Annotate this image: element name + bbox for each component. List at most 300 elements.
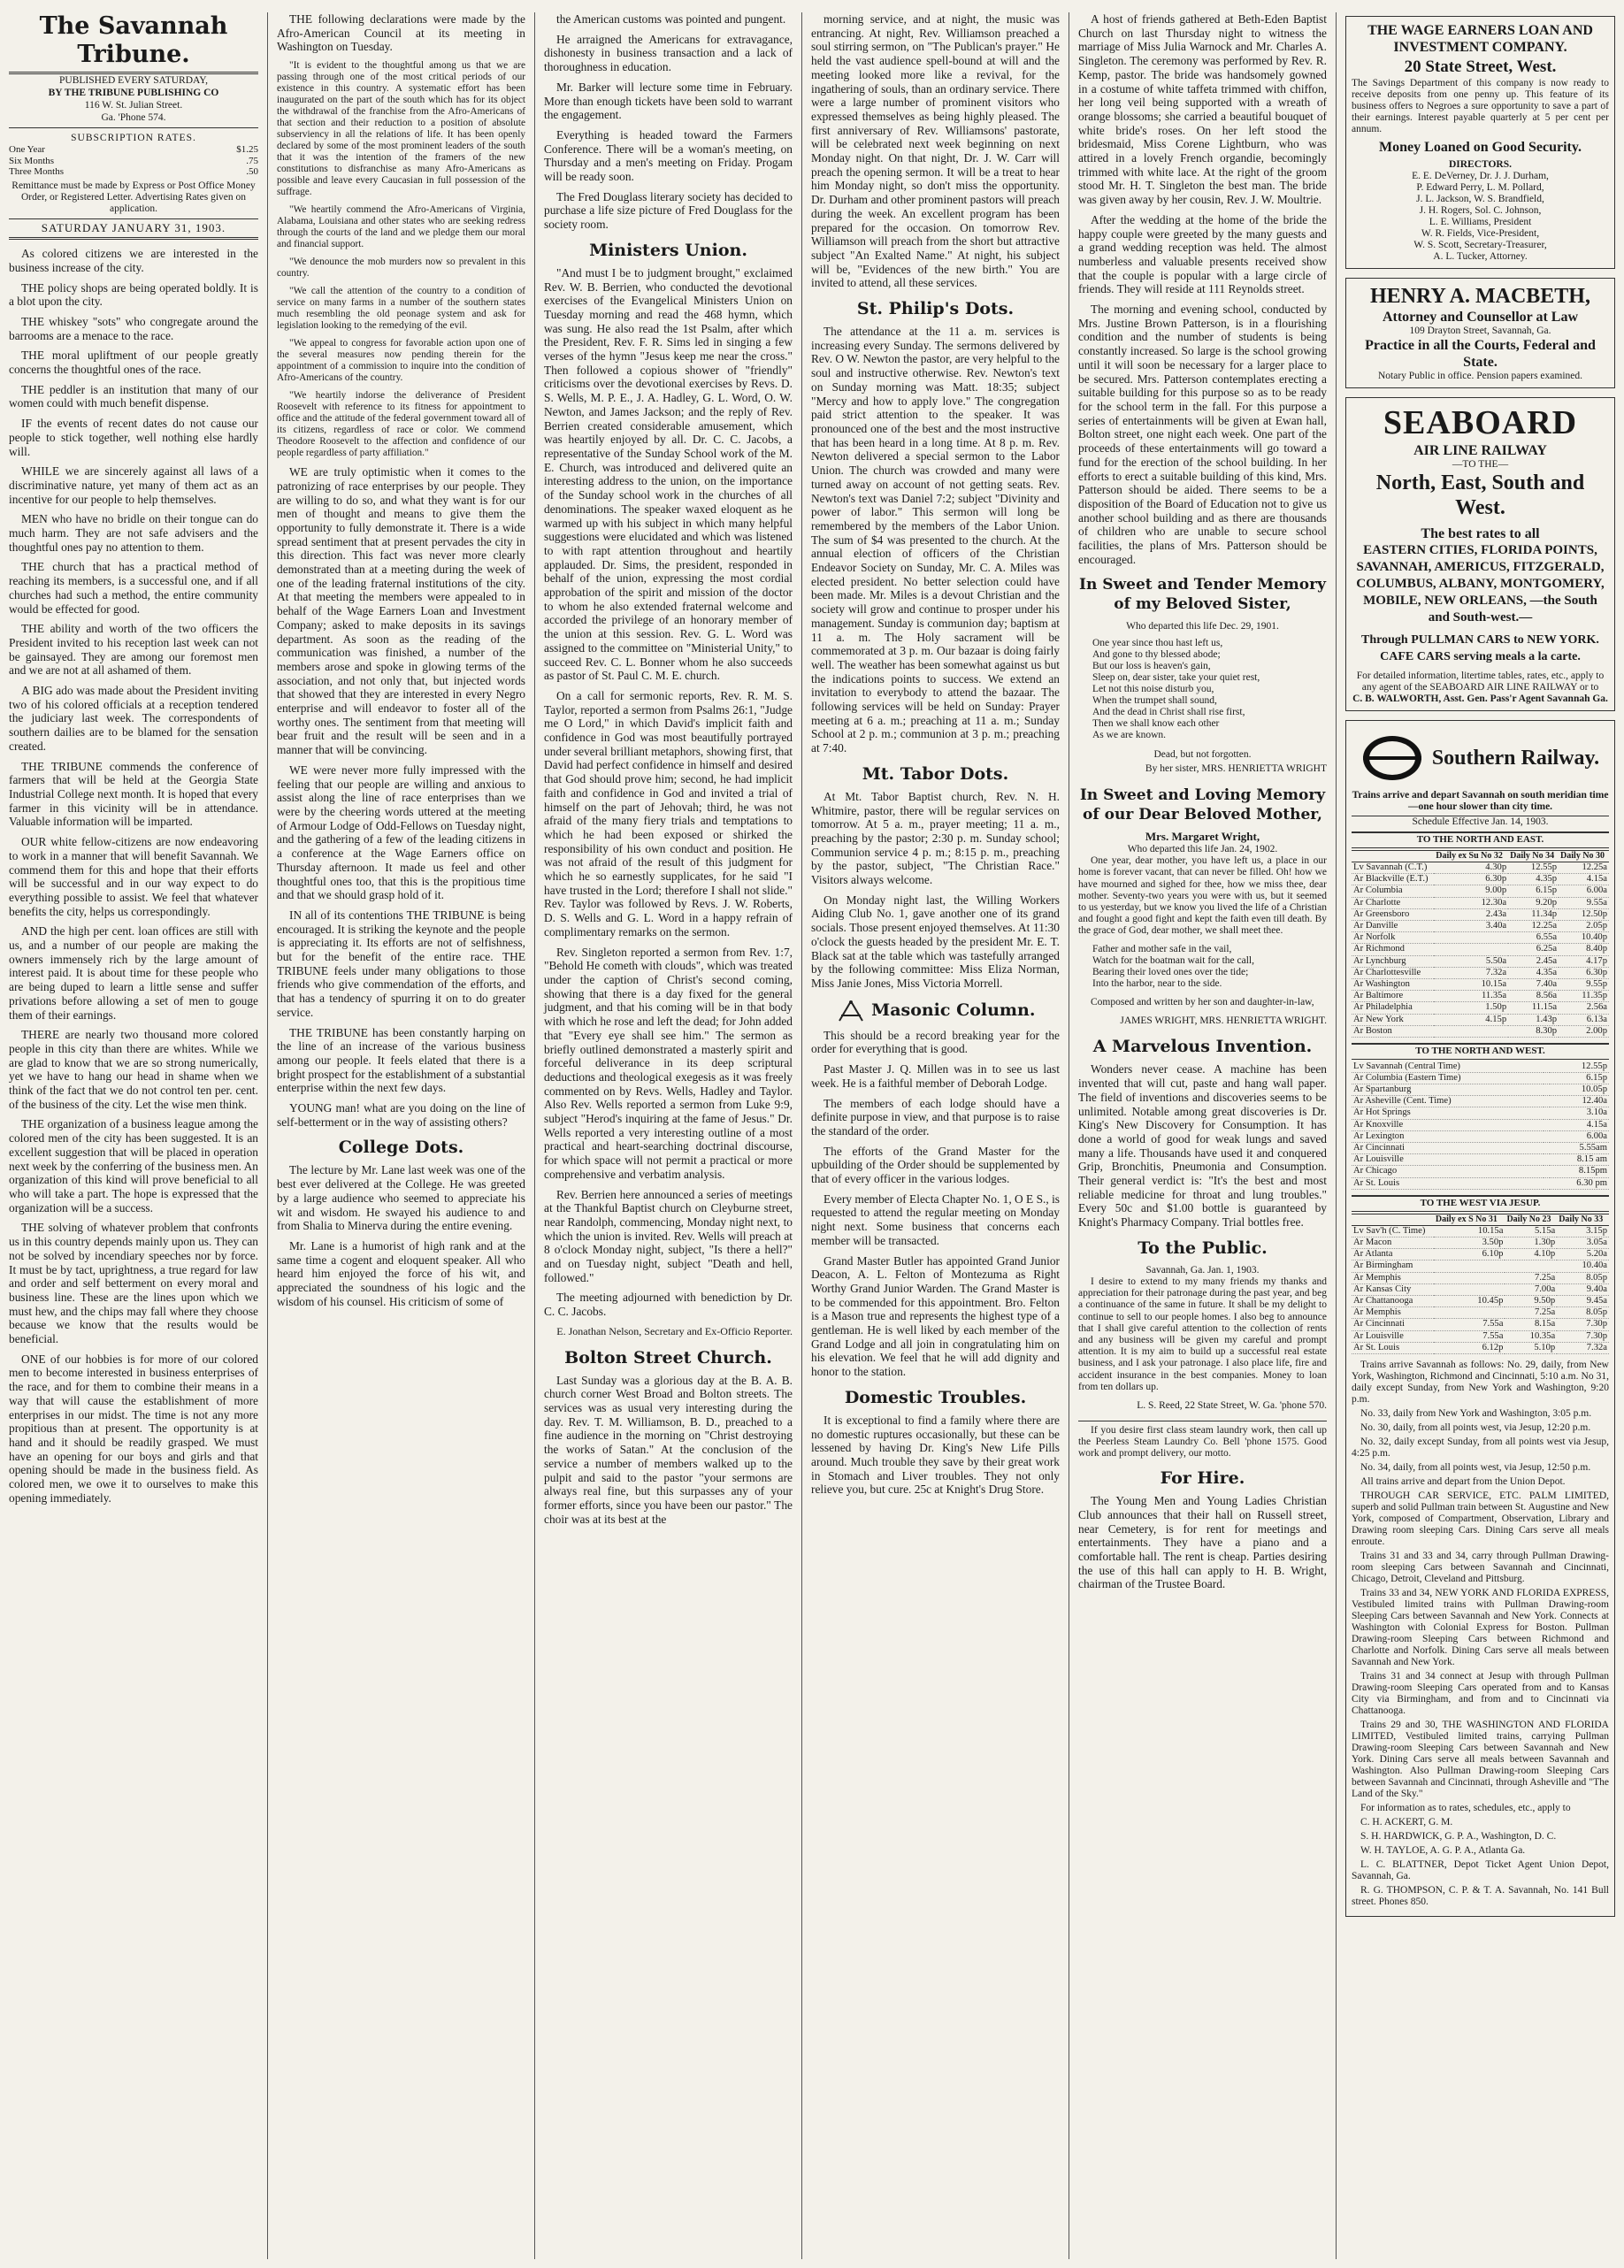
timetable-cell: 10.15a (1434, 978, 1508, 990)
timetable-row (1352, 1225, 1609, 1237)
timetable-cell: 10.15a (1434, 1225, 1505, 1237)
timetable-cell (1434, 1025, 1508, 1037)
timetable-cell: Ar Charlottesville (1352, 967, 1434, 978)
timetable-column-header: Daily No 30 (1559, 850, 1609, 862)
paragraph: The Fred Douglass literary society has decided to purchase a life size picture of Fred Douglass for the society room. (544, 189, 793, 232)
paragraph: WE were never more fully impressed with the feeling that our people are willing and anxious to assist along the line of race enterprises than we were by the cheering words uttered at the meeting of Armour Lodge of Odd-Fellows on Tuesday night, and the gathering of a few of the leading citizens in a conference at the Wage Earners office on Thursday afternoon. It made us feel and other thoughtful ones too, that this is the propitious time and that we should grasp hold of it. (277, 762, 525, 902)
timetable-cell: 2.45a (1508, 955, 1559, 967)
memorial-mother-poem: Father and mother safe in the vail, Watch for the boatman wait for the call, Bearing their loved ones over the tide; Into the harbor, near to the side. (1092, 943, 1255, 989)
timetable-row (1352, 1307, 1609, 1319)
paragraph: The morning and evening school, conducted by Mrs. Justine Brown Patterson, is in a flourishing condition and the number of students is being constantly increased. So large is the school growing until it will soon be necessary for a larger place to be secured. Mrs. Patterson contemplates erecting a suitable building for this purpose so as to be ready for the school term in the fall. For this purpose a series of entertainments will be given at Ewan hall, Bolton street, one night each week. One part of the proceeds of these entertainments will go toward a fund for the erection of the school building. In her efforts to erect a suitable building of this kind, Mrs. Patterson should be aided. There seems to be a disposition of the Board of Education not to give us another school building and as there are thousands of children who are unable to secure school facilities, the plans of Mrs. Patterson should be encouraged. (1078, 303, 1327, 566)
timetable-cell: 12.25a (1559, 862, 1609, 873)
paragraph: The efforts of the Grand Master for the upbuilding of the Order should be supplemented by that of every officer in the various lodges. (811, 1144, 1060, 1186)
public-date: Savannah, Ga. Jan. 1, 1903. (1145, 1264, 1260, 1276)
timetable-row (1352, 955, 1609, 967)
rate-row: One Year $1.25 (9, 144, 258, 155)
timetable-cell: Ar Hot Springs (1352, 1107, 1544, 1119)
memorial-sister-signature: By her sister, MRS. HENRIETTA WRIGHT (1145, 763, 1327, 775)
timetable-cell: Ar Charlotte (1352, 897, 1434, 908)
timetable-cell: Ar Louisville (1352, 1154, 1544, 1166)
director-line: E. E. DeVerney, Dr. J. J. Durham, (1412, 171, 1549, 181)
paragraph: THE peddler is an institution that many of our women could with much benefit dispense. (9, 382, 258, 410)
ad-directors-list (1352, 171, 1609, 263)
ad-seaboard-directions: North, East, South and West. (1375, 471, 1585, 519)
timetable-cell: Ar Spartanburg (1352, 1084, 1544, 1096)
timetable-row (1352, 862, 1609, 873)
masthead-address: 116 W. St. Julian Street. (84, 100, 183, 111)
paragraph: Mr. Lane is a humorist of high rank and at the same time a cogent and eloquent speaker. All who heard him enjoyed the force of his wit, and appreciated the soundness of his logic and the wisdom of his counsel. His criticism of some of (277, 1238, 525, 1308)
rates-note: Remittance must be made by Express or Post Office Money Order, or Registered Letter. Advertising Rates given on application. (11, 180, 256, 215)
union-signature: E. Jonathan Nelson, Secretary and Ex-Officio Reporter. (556, 1324, 793, 1337)
southern-notes (1352, 1360, 1609, 1908)
timetable-cell: 7.55a (1434, 1330, 1505, 1342)
timetable-column-header: Daily ex Su No 32 (1434, 850, 1508, 862)
timetable-cell (1434, 944, 1508, 955)
timetable-cell: 10.40p (1559, 932, 1609, 944)
timetable-column-header: Daily No 33 (1557, 1214, 1609, 1225)
timetable-cell: Ar Blackville (E.T.) (1352, 874, 1434, 885)
timetable-cell: 8.40p (1559, 944, 1609, 955)
timetable-cell: 1.43p (1508, 1014, 1559, 1025)
timetable-cell: 3.10a (1550, 1107, 1609, 1119)
timetable-row (1352, 944, 1609, 955)
timetable-cell: 6.30 pm (1550, 1177, 1609, 1189)
ad-southern-name: Southern Railway. (1431, 747, 1600, 770)
timetable-row (1352, 978, 1609, 990)
timetable-cell: Lv Savannah (C.T.) (1352, 862, 1434, 873)
timetable-row (1352, 1296, 1609, 1307)
timetable-cell: Ar Boston (1352, 1025, 1434, 1037)
rates-heading: SUBSCRIPTION RATES. (71, 133, 196, 143)
timetable-row (1352, 897, 1609, 908)
timetable-cell: Ar Macon (1352, 1237, 1434, 1249)
timetable-cell: Ar Cincinnati (1352, 1143, 1544, 1154)
director-line: L. E. Williams, President (1429, 217, 1532, 227)
timetable-cell: 7.25a (1505, 1307, 1557, 1319)
timetable-cell: Ar Columbia (1352, 885, 1434, 897)
memorial-mother-title: In Sweet and Loving Memory of our Dear Beloved Mother, (1079, 786, 1326, 824)
ad-seaboard-cities: EASTERN CITIES, FLORIDA POINTS, SAVANNAH, AMERICUS, FITZGERALD, COLUMBUS, ALBANY, MONTGOMERY, MOBILE, NEW ORLEANS, —the South and South-west.— (1356, 543, 1605, 624)
paragraph: the American customs was pointed and pungent. (556, 12, 786, 26)
timetable-cell: 2.43a (1434, 908, 1508, 920)
timetable-cell (1544, 1130, 1550, 1142)
paragraph: On a call for sermonic reports, Rev. R. M. S. Taylor, reported a sermon from Psalms 26:1, "Judge me O Lord," in which David's implicit faith and confidence in God was most beautifully portrayed under several brilliant metaphors, showing first, that David had perfect confidence in himself and desired that God should prove him; second, he had implicit faith and confidence in God and invited a trial of himself on the part of Jehovah; third, he was not afraid of the many fiery trials and temptations to which he had been exposed or shirked the responsibility of his own conduct and position. He was not afraid of the result of this judgment for which he so earnestly supplicates, for he said "I have trusted in the Lord; therefore I shall not slide." Rev. Taylor was followed by Revs. J. W. Roberts, D. S. Wells and G. L. Word in a happy refrain of complimentary remarks on the sermon. (544, 688, 793, 939)
timetable-cell: Ar Lexington (1352, 1130, 1544, 1142)
paragraph: THERE are nearly two thousand more colored people in this city than there are whites. While we are glad to know that we are so strong numerically, yet we have to hang our head in shame when we think of the fact that we do not control ten per. cent. of the business of the city. Let the wise men think. (9, 1028, 258, 1111)
ad-seaboard-to: —TO THE— (1452, 459, 1509, 470)
timetable-row (1352, 1072, 1609, 1084)
timetable-cell (1434, 1272, 1505, 1283)
square-compass-icon (836, 1000, 866, 1023)
timetable-cell: 3.40a (1434, 920, 1508, 931)
laundry-notice: If you desire first class steam laundry work, then call up the Peerless Steam Laundry Co. Bell 'phone 1575. Good work and prompt delivery, our motto. (1078, 1421, 1327, 1460)
ad-macbeth-note: Notary Public in office. Pension papers examined. (1377, 371, 1582, 381)
southern-note: Trains arrive Savannah as follows: No. 29, daily, from New York, Washington, Richmond and Cincinnati, 5:10 a.m. No 31, daily except Sunday, from New York and Washington, 9:20 p.m. (1352, 1360, 1609, 1406)
timetable-cell: 5.20a (1557, 1249, 1609, 1260)
masthead-phone: Ga. 'Phone 574. (101, 112, 166, 123)
timetable-row (1352, 1143, 1609, 1154)
timetable-cell: Ar Washington (1352, 978, 1434, 990)
timetable-row (1352, 991, 1609, 1002)
paragraph: THE whiskey "sots" who congregate around the barrooms are a menace to the race. (9, 314, 258, 342)
rate-row: Six Months .75 (9, 155, 258, 166)
timetable-header-row (1352, 1214, 1609, 1225)
timetable-cell: 4.15p (1434, 1014, 1508, 1025)
paragraph: Everything is headed toward the Farmers Conference. There will be a woman's meeting, on Thursday and a men's meeting on Friday. Progam will be ready soon. (544, 127, 793, 184)
timetable-cell: Ar Norfolk (1352, 932, 1434, 944)
director-line: W. S. Scott, Secretary-Treasurer, (1413, 240, 1547, 250)
timetable-cell: 8.15pm (1550, 1166, 1609, 1177)
timetable-cell: Ar Columbia (Eastern Time) (1352, 1072, 1544, 1084)
heading-ministers-union: Ministers Union. (589, 240, 747, 260)
timetable-cell: 4.15a (1550, 1119, 1609, 1130)
ad-seaboard-rates: The best rates to all (1421, 526, 1540, 541)
timetable-row (1352, 1061, 1609, 1073)
timetable-cell: 9.45a (1557, 1296, 1609, 1307)
column-1 (0, 12, 267, 2259)
southern-note: Trains 31 and 33 and 34, carry through Pullman Drawing-room sleeping Cars between Savannah and Cincinnati, Chicago, Detroit, Cleveland and Pittsburg. (1352, 1551, 1609, 1585)
timetable-3-heading: TO THE WEST VIA JESUP. (1352, 1195, 1609, 1212)
mt-tabor-body (811, 790, 1060, 991)
heading-mt-tabor: Mt. Tabor Dots. (862, 763, 1009, 784)
timetable-cell: 6.30p (1559, 967, 1609, 978)
paragraph: Grand Master Butler has appointed Grand Junior Deacon, A. L. Felton of Montezuma as Right Worthy Grand Junior Warden. The Grand Master is to be commended for this appointment. Bro. Felton is a Mason true and represents the highest type of a gentleman. He is well liked by each member of the Grand Lodge and all join in congratulating him on his elevation. We feel that he will add dignity and honor to the station. (811, 1253, 1060, 1379)
timetable-cell: Ar Louisville (1352, 1330, 1434, 1342)
timetable-row (1352, 1025, 1609, 1037)
timetable-row (1352, 1107, 1609, 1119)
timetable-cell: 6.15p (1508, 885, 1559, 897)
memorial-sister-tag: Dead, but not forgotten. (1153, 749, 1252, 761)
timetable-cell: 6.00a (1550, 1130, 1609, 1142)
paragraph: Wonders never cease. A machine has been invented that will cut, paste and hang wall paper. The field of inventions and discoveries seems to be unlimited. Notable among great discoveries is Dr. King's New Discovery for Consumption. It has done a world of good for weak lungs and saved many a life. Thousands have used it and conquered Grip, Bronchitis, Pneumonia and Consumption. Their general verdict is: "It's the best and most reliable medicine for throat and lung troubles." Every 50c and $1.00 bottle is guaranteed by Knight's Pharmacy Company. Trial bottles free. (1078, 1062, 1327, 1230)
timetable-cell: 6.15p (1550, 1072, 1609, 1084)
timetable-cell: 7.25a (1505, 1272, 1557, 1283)
timetable-cell: Ar Philadelphia (1352, 1002, 1434, 1014)
timetable-header-row (1352, 850, 1609, 862)
timetable-north-west (1352, 1061, 1609, 1190)
timetable-row (1352, 1237, 1609, 1249)
timetable-cell: 4.17p (1559, 955, 1609, 967)
ad-seaboard-agent: C. B. WALWORTH, Asst. Gen. Pass'r Agent Savannah Ga. (1352, 693, 1608, 704)
paragraph: THE church that has a practical method of reaching its members, is a successful one, and if all churches had such a method, the entire community would be effected for good. (9, 560, 258, 616)
timetable-cell: 7.30p (1557, 1330, 1609, 1342)
timetable-cell: 10.35a (1505, 1330, 1557, 1342)
timetable-column-header (1352, 850, 1434, 862)
director-line: J. L. Jackson, W. S. Brandfield, (1416, 194, 1544, 204)
timetable-row (1352, 1084, 1609, 1096)
ad-wage-earners-text: The Savings Department of this company is now ready to receive deposits from one penny up. This feature of its business offers to Negroes a sure opportunity to save a part of their earnings. Interest payable quarterly at 5 per cent per annum. (1352, 78, 1609, 134)
masthead-title: The Savannah Tribune. (9, 12, 258, 74)
heading-domestic: Domestic Troubles. (844, 1387, 1027, 1407)
southern-note: No. 30, daily, from all points west, via Jesup, 12:20 p.m. (1360, 1422, 1591, 1434)
paragraph: AND the high per cent. loan offices are still with us, and a number of our people are making the owners immensely rich by the large amount of interest paid. It is about time for these people who are being duped to learn a little sense and suffer privations before allowing a set of men to gouge them of their earnings. (9, 924, 258, 1022)
timetable-cell: 9.55a (1559, 897, 1609, 908)
column-4 (801, 12, 1069, 2259)
timetable-cell: 5.50a (1434, 955, 1508, 967)
timetable-cell: 6.25a (1508, 944, 1559, 955)
timetable-cell: 8.30p (1508, 1025, 1559, 1037)
timetable-cell: Ar Memphis (1352, 1307, 1434, 1319)
timetable-cell: 10.40a (1557, 1260, 1609, 1272)
timetable-row (1352, 1130, 1609, 1142)
timetable-row (1352, 1342, 1609, 1353)
timetable-cell: 8.05p (1557, 1307, 1609, 1319)
timetable-cell (1544, 1177, 1550, 1189)
timetable-cell (1434, 932, 1508, 944)
memorial-sister-date: Who departed this life Dec. 29, 1901. (1126, 621, 1279, 632)
paragraph: Rev. Berrien here announced a series of meetings at the Thankful Baptist church on Cleyburne street, near Randolph, commencing, Monday night next, to which the union is invited. Rev. Wells will preach at 8 o'clock Monday night, subject, "Is there a hell?" and on Tuesday night, subject "Death and hell, followed." (544, 1187, 793, 1284)
timetable-cell: 9.55p (1559, 978, 1609, 990)
timetable-column-header (1352, 1214, 1434, 1225)
heading-public: To the Public. (1138, 1237, 1268, 1258)
timetable-row (1352, 1096, 1609, 1107)
timetable-cell (1544, 1143, 1550, 1154)
paragraph: At Mt. Tabor Baptist church, Rev. N. H. Whitmire, pastor, there will be regular services on tomorrow. At 5 a. m., prayer meeting; 11 a. m., preaching by the pastor; 2:30 p. m. Sunday school; Communion service 4 p. m.; 8:15 p. m., preaching by the pastor, subject, "The Christian Race." Visitors always welcome. (811, 789, 1060, 887)
paragraph: THE ability and worth of the two officers the President invited to his reception last week can not be gainsayed. They are among our foremost men and we are not at all ashamed of them. (9, 622, 258, 678)
timetable-cell: 7.30p (1557, 1319, 1609, 1330)
paragraph: Every member of Electa Chapter No. 1, O E S., is requested to attend the regular meeting on Monday night next. Some business that concerns each member will be transacted. (811, 1191, 1060, 1247)
paragraph: "We heartily indorse the deliverance of President Roosevelt with reference to its fitness for appointment to office and the attitude of the federal government toward all of its citizens, regardless of race or color. We commend Theodore Roosevelt to the affection and confidence of our people regardless of party affiliation." (277, 390, 525, 459)
southern-note: C. H. ACKERT, G. M. (1360, 1817, 1453, 1828)
timetable-cell: 5.15a (1505, 1225, 1557, 1237)
column-2 (267, 12, 534, 2259)
timetable-row (1352, 1272, 1609, 1283)
ad-directors-heading: DIRECTORS. (1448, 159, 1513, 170)
paragraph: "We appeal to congress for favorable action upon one of the several measures now pending therein for the appointment of a commission to inquire into the condition of Afro-Americans of the country. (277, 338, 525, 384)
paragraph: THE policy shops are being operated boldly. It is a blot upon the city. (9, 280, 258, 309)
southern-note: No. 33, daily from New York and Washington, 3:05 p.m. (1360, 1408, 1592, 1420)
timetable-cell (1544, 1154, 1550, 1166)
paragraph: morning service, and at night, the music was entrancing. At night, Rev. Williamson preached a soul stirring sermon, on "The Publican's prayer." He held the vast audience spell-bound at will and the meeting looked more like a revival, for the ingathering of souls, than an ordinary service. There were a large number of prominent visitors who expressed themselves as being highly pleased. The first anniversary of Rev. Williamsons' pastorate, will be celebrated next week beginning on next Monday night. On that night, Dr. J. W. Carr will preach the opening sermon. It will be a treat to hear him Monday night, so don't miss the opportunity. Dr. Durham and other prominent pastors will preach during the week. An excellent program has been prepared for the occasion. On tomorrow Rev. Williamson will preach from the short but attractive subject "An Exalted Name." At night, his subject will be, "Evidences of the new birth." You are invited to attend, all these services. (811, 12, 1060, 290)
timetable-cell: 11.15a (1508, 1002, 1559, 1014)
paragraph: "We call the attention of the country to a condition of service on many farms in a number of the southern states much resembling the old peonage system and ask for legislation looking to the remedying of the evil. (277, 286, 525, 332)
timetable-cell: Ar St. Louis (1352, 1342, 1434, 1353)
ad-southern-railway (1345, 720, 1615, 1917)
timetable-cell: 4.35p (1508, 874, 1559, 885)
timetable-cell: 3.50p (1434, 1237, 1505, 1249)
ad-wage-earners-address: 20 State Street, West. (1404, 57, 1557, 76)
director-line: P. Edward Perry, L. M. Pollard, (1416, 182, 1544, 193)
timetable-cell: 3.05a (1557, 1237, 1609, 1249)
timetable-row (1352, 885, 1609, 897)
memorial-mother-name: Mrs. Margaret Wright, (1145, 830, 1260, 844)
timetable-row (1352, 1002, 1609, 1014)
timetable-cell: Ar Baltimore (1352, 991, 1434, 1002)
southern-note: No. 32, daily except Sunday, from all points west via Jesup, 4:25 p.m. (1352, 1437, 1609, 1460)
timetable-cell: Ar Chattanooga (1352, 1296, 1434, 1307)
ad-southern-text: Trains arrive and depart Savannah on south meridian time—one hour slower than city time. (1352, 790, 1609, 812)
public-body (1078, 1276, 1327, 1393)
director-line: A. L. Tucker, Attorney. (1433, 251, 1528, 262)
timetable-cell (1544, 1072, 1550, 1084)
timetable-cell: 12.55p (1508, 862, 1559, 873)
timetable-cell: 6.00a (1559, 885, 1609, 897)
paragraph: I desire to extend to my many friends my thanks and appreciation for their patronage during the past year, and beg a continuance of the same in future. It shall be my delight to continue to sell to our people homes. I also beg to announce that I shall give careful attention to the collection of rents and any business will be given my careful and prompt attention. It is my aim to build up a successful real estate business, and I ask your patronage. I also place life, fire and accident insurance in the best companies. Money to loan from ten dollars up. (1078, 1276, 1327, 1392)
southern-note: No. 34, daily, from all points west, via Jesup, 12:50 p.m. (1360, 1462, 1591, 1474)
timetable-cell: Ar Danville (1352, 920, 1434, 931)
southern-note: R. G. THOMPSON, C. P. & T. A. Savannah, No. 141 Bull street. Phones 850. (1352, 1885, 1609, 1908)
paragraph: A BIG ado was made about the President inviting two of his colored officials at a reception tendered the judiciary last week. The correspondents of southern dailies are to be blamed for the sensation created. (9, 684, 258, 753)
ad-wage-earners-title: THE WAGE EARNERS LOAN AND INVESTMENT COMPANY. (1367, 23, 1593, 55)
paragraph: He arraigned the Americans for extravagance, dishonesty in business transaction and a lack of thoroughness in education. (544, 32, 793, 74)
paragraph: "It is evident to the thoughtful among us that we are passing through one of the most critical periods of our existence in this country. A systematic effort has been inaugurated on the part of the south which has for its object the withdrawal of the franchise from the Afro-Americans of that section and their reduction to a position of absolute subserviency in all the relations of life. It has been openly declared by some of the most prominent leaders of the south that it was the intention of the framers of the new constitutions to disfranchise as many Afro-Americans as possible and leave every Caucasian in full possession of the suffrage. (277, 60, 525, 198)
paragraph: THE solving of whatever problem that confronts us in this country depends mainly upon us. They can not be solved by incendiary speeches nor by force. It must be by tact, uprightness, a true regard for law and order and self betterment on every moral and business line. These are the lines upon which we must hew, and the chips may fall where they choose because we know that the results would be beneficial. (9, 1221, 258, 1346)
southern-logo (1352, 733, 1609, 783)
issue-date: SATURDAY JANUARY 31, 1903. (9, 218, 258, 240)
timetable-row (1352, 1319, 1609, 1330)
paragraph: "We heartily commend the Afro-Americans of Virginia, Alabama, Louisiana and other states who are seeking redress through the courts of the land and we pledge them our moral and financial support. (277, 204, 525, 250)
timetable-2-heading: TO THE NORTH AND WEST. (1352, 1043, 1609, 1060)
timetable-cell: Ar Knoxville (1352, 1119, 1544, 1130)
college-dots-body (277, 1163, 525, 1308)
timetable-cell: Ar Memphis (1352, 1272, 1434, 1283)
paragraph: ONE of our hobbies is for more of our colored men to become interested in business enterprises of the race, and for them to combine their means in a way that will cause the establishment of more enterprises in our midst. The time is not any more propitious than at present. The opportunity is at hand and it should be readily grasped. We must have an opening for our boys and girls and that opening should be made in the business field. As colored men, we owe it to ourselves to make this opening immediately. (9, 1352, 258, 1505)
timetable-row (1352, 932, 1609, 944)
timetable-cell: 6.12p (1434, 1342, 1505, 1353)
wedding-school-body (1078, 12, 1327, 566)
southern-note: S. H. HARDWICK, G. P. A., Washington, D. C. (1360, 1831, 1557, 1843)
heading-st-philips: St. Philip's Dots. (856, 299, 1015, 319)
timetable-cell: 1.30p (1505, 1237, 1557, 1249)
paragraph: IN all of its contentions THE TRIBUNE is being encouraged. It is striking the keynote and the people is appreciating it. Its efforts are not of selfishness, but for the benefit of the entire race. THE TRIBUNE feels under many obligations to those friends who give commendation of the efforts, and that has a tendency of spurring it on to do greater service. (277, 908, 525, 1019)
paragraph: THE TRIBUNE has been constantly harping on the line of an increase of the various business among our people. It feels elated that there is a bright prospect for the establishment of a substantial enterprise within the next few days. (277, 1025, 525, 1095)
paragraph: Mr. Barker will lecture some time in February. More than enough tickets have been sold to warrant the engagement. (544, 80, 793, 122)
timetable-cell: 4.30p (1434, 862, 1508, 873)
rate-row: Three Months .50 (9, 166, 258, 178)
paragraph: The lecture by Mr. Lane last week was one of the best ever delivered at the College. He was greeted by a large audience who seemed to appreciate his wit and wisdom. He swayed his audience to and from Shalia to Minerva during the entire evening. (277, 1163, 525, 1233)
timetable-cell (1544, 1096, 1550, 1107)
southern-note: For information as to rates, schedules, etc., apply to (1360, 1803, 1571, 1814)
southern-note: Trains 29 and 30, THE WASHINGTON AND FLORIDA LIMITED, Vestibuled limited trains, carrying Pullman Drawing-room Sleeping Cars between Savannah and New York. Dining Cars serve all meals between Savannah and Washington. Also Pullman Drawing-room Sleeping Cars between Savannah and Cincinnati, through Asheville and "The Land of the Sky." (1352, 1720, 1609, 1800)
paragraph: After the wedding at the home of the bride the happy couple were greeted by the many guests and a grand wedding reception was held. The almost numberless and valuable presents received show that the couple is popular with a large circle of friends. They will reside at 111 Reynolds street. (1078, 212, 1327, 296)
paragraph: "We denounce the mob murders now so prevalent in this country. (277, 257, 525, 280)
director-line: W. R. Fields, Vice-President, (1421, 228, 1540, 239)
paragraph: Last Sunday was a glorious day at the B. A. B. church corner West Broad and Bolton streets. The services was as usual very interesting during the day. Rev. T. M. Williamson, B. D., preached to a fine audience in the morning on "Christ destroying the works of Satan." At the conclusion of the service a number of members walked up to the pulpit and said to the pastor "your sermons are always real fine, but this surpasses any of your former efforts, since you have been our pastor." The choir was at its best at the (544, 1373, 793, 1526)
ad-macbeth-practice: Practice in all the Courts, Federal and State. (1365, 338, 1596, 370)
southern-note: Trains 31 and 34 connect at Jesup with through Pullman Drawing-room Sleeping Cars operated from and to Kansas City via Birmingham, and from and to Cincinnati via Chattanooga. (1352, 1671, 1609, 1717)
timetable-cell (1544, 1119, 1550, 1130)
paragraph: THE organization of a business league among the colored men of the city has been suggested. It is an excellent suggestion that will be placed in operation next week by the conferring of the business men. An organization of this kind will prove beneficial to all who will take a part. The hope is expressed that the organization will be a success. (9, 1117, 258, 1214)
ad-seaboard-name: SEABOARD (1383, 404, 1578, 441)
southern-note: Trains 33 and 34, NEW YORK AND FLORIDA EXPRESS, Vestibuled limited trains with Pullman Drawing-room Sleeping Cars between Savannah and New York. Connects at Washington with Colonial Express for Boston. Pullman Drawing-room Sleeping Cars between Richmond and Charlotte and Norfolk. Dining Cars serve all meals between Savannah and New York. (1352, 1588, 1609, 1668)
timetable-cell: 7.32a (1434, 967, 1508, 978)
editorial-paragraphs (9, 247, 258, 1505)
timetable-cell: 8.05p (1557, 1272, 1609, 1283)
paragraph: This should be a record breaking year for the order for everything that is good. (811, 1028, 1060, 1056)
timetable-cell (1544, 1084, 1550, 1096)
timetable-row (1352, 1260, 1609, 1272)
timetable-cell: 12.40a (1550, 1096, 1609, 1107)
timetable-row (1352, 1014, 1609, 1025)
timetable-row (1352, 1119, 1609, 1130)
timetable-cell: 6.13a (1559, 1014, 1609, 1025)
southern-railway-logo-icon (1361, 733, 1423, 783)
timetable-cell: 2.56a (1559, 1002, 1609, 1014)
timetable-cell: Ar Atlanta (1352, 1249, 1434, 1260)
heading-masonic: Masonic Column. (811, 1000, 1060, 1023)
timetable-cell: 5.10p (1505, 1342, 1557, 1353)
column-3 (534, 12, 801, 2259)
timetable-cell: Ar New York (1352, 1014, 1434, 1025)
masthead-publisher: BY THE TRIBUNE PUBLISHING CO (48, 88, 219, 98)
timetable-row (1352, 967, 1609, 978)
paragraph: YOUNG man! what are you doing on the line of self-betterment or in the way of assisting others? (277, 1101, 525, 1129)
timetable-cell (1434, 1283, 1505, 1295)
timetable-cell: 1.50p (1434, 1002, 1508, 1014)
memorial-sister-title: In Sweet and Tender Memory of my Beloved Sister, (1079, 576, 1326, 614)
timetable-cell: 8.15 am (1550, 1154, 1609, 1166)
column-5 (1069, 12, 1336, 2259)
ad-seaboard-info: For detailed information, litertime tables, rates, etc., apply to any agent of the SEABOARD AIR LINE RAILWAY or to (1356, 670, 1605, 693)
timetable-cell: Ar Cincinnati (1352, 1319, 1434, 1330)
southern-note: THROUGH CAR SERVICE, ETC. PALM LIMITED, superb and solid Pullman train between St. Augustine and New York, composed of Compartment, Observation, Library and Drawing room sleeping Cars. Dining Cars serve all meals enroute. (1352, 1490, 1609, 1548)
timetable-cell: Ar Birmingham (1352, 1260, 1434, 1272)
southern-note: All trains arrive and depart from the Union Depot. (1360, 1476, 1566, 1488)
paragraph: THE TRIBUNE commends the conference of farmers that will be held at the Georgia State Industrial College next month. It is hoped that every farmer in this vicinity will be in attendance. Valuable information will be imparted. (9, 759, 258, 829)
timetable-cell: 5.55am (1550, 1143, 1609, 1154)
timetable-cell: 10.05p (1550, 1084, 1609, 1096)
for-hire-body (1078, 1494, 1327, 1591)
timetable-cell: Lv Sav'h (C. Time) (1352, 1225, 1434, 1237)
heading-college-dots: College Dots. (338, 1138, 464, 1158)
paragraph: On Monday night last, the Willing Workers Aiding Club No. 1, gave another one of its grand socials. Those present enjoyed themselves. At 11:30 o'clock the guests headed by the president Mr. E. T. Black sat at the table which was tastefully arranged by the following committee: Miss Eliza Norman, Miss Janie Jones, Miss Victoria Morrell. (811, 893, 1060, 990)
ad-macbeth-name: HENRY A. MACBETH, (1370, 285, 1590, 308)
heading-for-hire: For Hire. (1160, 1468, 1245, 1489)
southern-note: L. C. BLATTNER, Depot Ticket Agent Union Depot, Savannah, Ga. (1352, 1859, 1609, 1882)
timetable-cell: 2.00p (1559, 1025, 1609, 1037)
timetable-cell: 9.20p (1508, 897, 1559, 908)
ad-seaboard-line: AIR LINE RAILWAY (1413, 443, 1547, 458)
timetable-cell: Ar Greensboro (1352, 908, 1434, 920)
timetable-row (1352, 908, 1609, 920)
timetable-cell: Ar Richmond (1352, 944, 1434, 955)
bolton-street-body (544, 1374, 793, 1527)
timetable-cell: 12.25a (1508, 920, 1559, 931)
timetable-cell: 12.55p (1550, 1061, 1609, 1073)
paragraph: IF the events of recent dates do not cause our people to stick together, well nothing else hardly will. (9, 417, 258, 458)
rates-list (9, 144, 258, 178)
timetable-cell: 6.10p (1434, 1249, 1505, 1260)
timetable-cell (1544, 1061, 1550, 1073)
ad-wage-earners-money: Money Loaned on Good Security. (1379, 140, 1582, 155)
timetable-cell: 11.34p (1508, 908, 1559, 920)
paragraph: The members of each lodge should have a definite purpose in view, and that purpose is to raise the standard of the order. (811, 1096, 1060, 1138)
invention-body (1078, 1062, 1327, 1229)
public-signature: L. S. Reed, 22 State Street, W. Ga. 'phone 570. (1137, 1399, 1327, 1411)
ministers-union-body (544, 266, 793, 1319)
southern-note: W. H. TAYLOE, A. G. P. A., Atlanta Ga. (1360, 1845, 1526, 1857)
timetable-cell: 12.30a (1434, 897, 1508, 908)
ad-southern-schedule: Schedule Effective Jan. 14, 1903. (1352, 816, 1609, 828)
st-philips-body (811, 325, 1060, 755)
timetable-cell: 4.15a (1559, 874, 1609, 885)
paragraph: Past Master J. Q. Millen was in to see us last week. He is a faithful member of Deborah Lodge. (811, 1062, 1060, 1090)
memorial-sister-poem: One year since thou hast left us, And gone to thy blessed abode; But our loss is heaven's gain, Sleep on, dear sister, take your quiet rest, Let not this noise disturb you, When the trumpet shall sound, And the dead in Christ shall rise first, Then we shall know each other As we are known. (1092, 638, 1260, 741)
timetable-column-header: Daily No 34 (1508, 850, 1559, 862)
column-6-ads (1336, 12, 1624, 2259)
timetable-cell: Ar St. Louis (1352, 1177, 1544, 1189)
timetable-cell: 11.35a (1434, 991, 1508, 1002)
paragraph: The Young Men and Young Ladies Christian Club announces that their hall on Russell street, near Cemetery, is for rent for meetings and entertainments. They have a piano and a comfortable hall. The rent is cheap. Parties desiring the use of this hall can apply to H. B. Wright, chairman of the Trustee Board. (1078, 1494, 1327, 1591)
masthead-published: PUBLISHED EVERY SATURDAY, (59, 75, 208, 86)
paragraph: OUR white fellow-citizens are now endeavoring to work in a manner that will benefit Savannah. We commend them for this and hope that their efforts will be successful and in our way expect to do everything possible to assist. We feel that whatever benefits the city, helps us correspondingly. (9, 835, 258, 918)
paragraph: THE following declarations were made by the Afro-American Council at its meeting in Washington on Tuesday. (277, 12, 525, 54)
timetable-column-header: Daily ex S No 31 (1434, 1214, 1505, 1225)
timetable-row (1352, 1283, 1609, 1295)
heading-bolton-street: Bolton Street Church. (564, 1347, 772, 1368)
timetable-row (1352, 1154, 1609, 1166)
timetable-cell: 9.40a (1557, 1283, 1609, 1295)
